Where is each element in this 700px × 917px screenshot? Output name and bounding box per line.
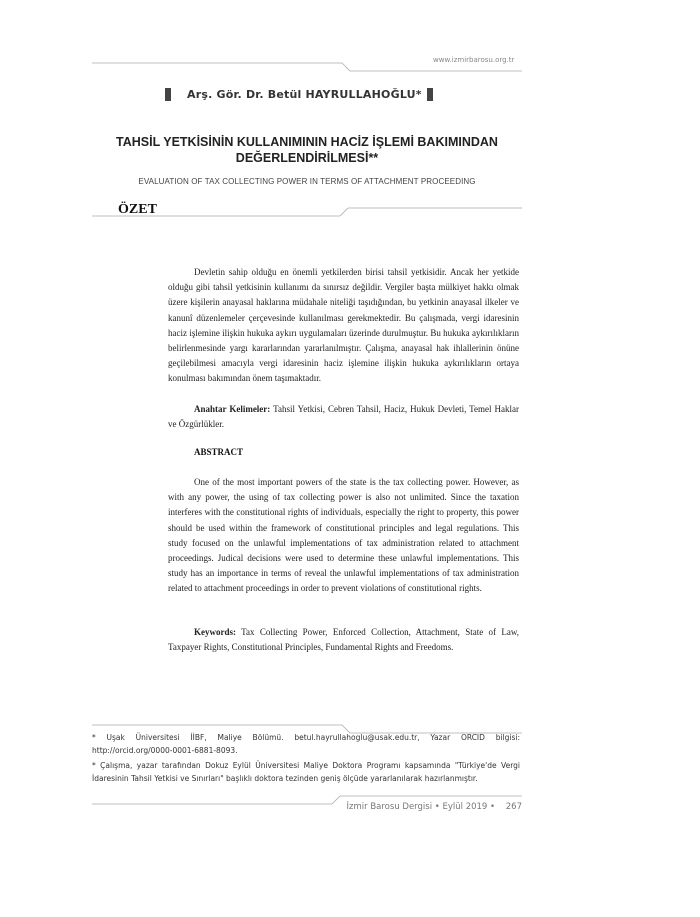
english-keywords <box>168 625 519 655</box>
author-right-marker <box>427 88 433 101</box>
footnote-2: * Çalışma, yazar tarafından Dokuz Eylül Üniversitesi Maliye Doktora Programı kapsamında "Türkiye'de Vergi İdaresinin Tahsil Yetkisi ve Sınırları" başlıklı doktora tezinden geniş ölçüde yararlanılarak hazırlanmıştır. <box>92 761 520 783</box>
article-title <box>92 134 522 166</box>
ozet-paragraph <box>168 265 519 387</box>
english-title: EVALUATION OF TAX COLLECTING POWER IN TERMS OF ATTACHMENT PROCEEDING <box>138 177 476 186</box>
header-divider <box>92 60 522 72</box>
ozet-heading: ÖZET <box>118 202 157 217</box>
journal-info: İzmir Barosu Dergisi • Eylül 2019 • <box>346 802 496 812</box>
turkish-keywords-text: Tahsil Yetkisi, Cebren Tahsil, Haciz, Hukuk Devleti, Temel Haklar ve Özgürlükler. <box>168 404 519 430</box>
title-line-2: DEĞERLENDİRİLMESİ** <box>235 151 379 165</box>
abstract-heading: ABSTRACT <box>194 447 244 457</box>
turkish-keywords-label: Anahtar Kelimeler: <box>194 404 271 414</box>
english-keywords-label: Keywords: <box>194 627 236 637</box>
site-url: www.izmirbarosu.org.tr <box>433 56 515 64</box>
author-name: Arş. Gör. Dr. Betül HAYRULLAHOĞLU* <box>187 88 422 101</box>
footnote-1: * Uşak Üniversitesi İİBF, Maliye Bölümü. betul.hayrullahoglu@usak.edu.tr, Yazar ORCID bilgisi: http://orcid.org/0000-0001-6881-8093. <box>92 733 520 755</box>
turkish-keywords <box>168 402 519 432</box>
ozet-text: Devletin sahip olduğu en önemli yetkilerden birisi tahsil yetkisidir. Ancak her yetkide olduğu gibi tahsil yetkisinin kullanımı da sınırsız değildir. Vergiler başta mülkiyet hakkı olmak üzere kişilerin anayasal haklarına müdahale niteliği taşıdığından, bu yetkinin anayasal ilkeler ve kanunî düzenlemeler çerçevesinde kullanılması gerekmektedir. Bu çalışmada, vergi idaresinin haciz işlemine ilişkin hukuka aykırı uygulamaları üzerinde durulmuştur. Bu hukuka aykırılıkların belirlenmesinde yargı kararlarından yararlanılmıştır. Çalışma, anayasal hak ihlallerinin önüne geçilebilmesi amacıyla vergi idaresinin haciz işlemine ilişkin hukuka aykırılıkların ortaya konulması bakımından önem taşımaktadır. <box>168 267 519 384</box>
page-number: 267 <box>505 802 522 812</box>
abstract-paragraph <box>168 475 519 597</box>
author-row <box>165 88 440 102</box>
title-line-1: TAHSİL YETKİSİNİN KULLANIMININ HACİZ İŞLEMİ BAKIMINDAN <box>116 135 498 149</box>
english-keywords-text: Tax Collecting Power, Enforced Collection, Attachment, State of Law, Taxpayer Rights, Constitutional Principles, Fundamental Rights and Freedoms. <box>168 627 519 653</box>
page-footer <box>300 802 522 812</box>
abstract-text: One of the most important powers of the state is the tax collecting power. However, as with any power, the using of tax collecting power is also not unlimited. Since the taxation interferes with the constitutional rights of individuals, especially the right to property, this power should be used within the framework of constitutional principles and legal regulations. This study focused on the unlawful implementations of tax administration related to attachment proceedings. Judical decisions were used to determine these unlawful implementations. This study has an importance in terms of reveal the unlawful implementations of tax administration related to attachment proceedings in order to prevent violations of constitutional rights. <box>168 477 519 594</box>
author-left-marker <box>165 88 171 101</box>
